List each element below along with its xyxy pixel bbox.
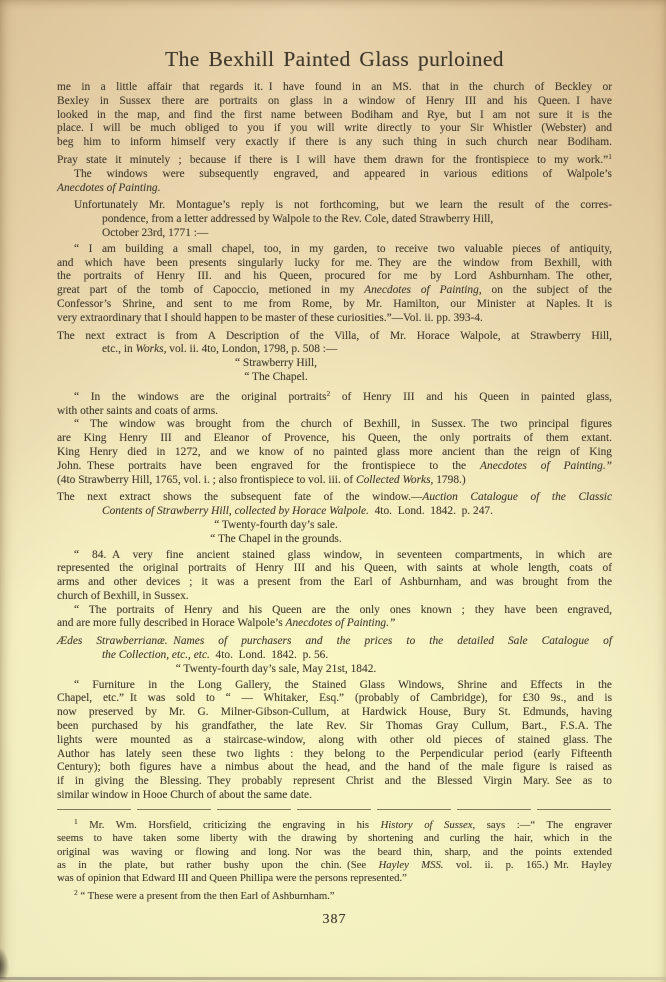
text-line xyxy=(57,761,612,775)
text-segment: “ The Chapel in the grounds. xyxy=(210,532,342,545)
text-line xyxy=(57,734,612,748)
text-segment: “ These were a present from the then Earl of Ashburnham.” xyxy=(77,889,335,902)
text-segment: church of Bexhill, in Sussex. xyxy=(57,589,189,602)
text-segment: (4to Strawberry Hill, 1765, vol. i. ; also frontispiece to vol. iii. of xyxy=(57,473,356,486)
text-segment: of Henry III and his Queen in painted glass, xyxy=(330,390,612,403)
text-segment: “ Twenty-fourth day’s sale, May 21st, 1842. xyxy=(175,662,377,675)
text-segment: Anecdotes of Painting. xyxy=(57,181,161,194)
text-line xyxy=(57,405,612,419)
text-segment: Anecdotes of Painting.” xyxy=(285,617,396,630)
text-segment: as in the plate, but rather bushy upon the chin. (See xyxy=(57,859,379,872)
text-segment: The next extract is from A Description of the Villa, of Mr. Horace Walpole, at Strawberry Hill, xyxy=(57,329,612,342)
text-segment: beg him to inform himself very exactly if there is any such thing in such church near Bodiham. xyxy=(57,136,612,149)
text-line xyxy=(57,168,612,182)
text-segment: very extraordinary that I should happen to be master of these curiosities.”—Vol. ii. pp. 393-4. xyxy=(57,311,483,324)
text-line xyxy=(57,446,612,460)
text-segment: original was waving or flowing and long. Nor was the beard thin, sharp, and the points extended xyxy=(57,845,612,858)
text-segment: , says :—“ The engraver xyxy=(472,818,612,831)
text-segment: Hayley MSS. xyxy=(378,859,444,872)
text-line xyxy=(57,95,612,109)
text-segment: seems to have taken some liberty with the drawing by shortening and curling the hair, which in the xyxy=(57,832,612,845)
page-number: 387 xyxy=(322,912,347,928)
text-segment: was of opinion that Edward III and Queen Phillipa were the persons represented.” xyxy=(57,872,407,885)
text-segment: , 1798.) xyxy=(430,473,466,486)
text-segment: “ Strawberry Hill, xyxy=(235,357,317,370)
text-segment: , on the subject of the xyxy=(478,284,612,297)
text-line xyxy=(57,872,612,885)
text-line xyxy=(57,150,612,168)
text-segment: ., and is xyxy=(560,692,613,705)
text-segment: 1 xyxy=(74,816,78,826)
text-line xyxy=(57,886,612,903)
text-line xyxy=(57,257,612,271)
text-segment: been purchased by his grandfather, the late Rev. Sir Thomas Gray Cullum, Bart., F.S.A. The xyxy=(57,720,612,733)
text-segment: Chapel, etc.” It was sold to “ — Whitaker, Esq.” (probably of Cambridge), for £30 9 xyxy=(57,692,557,705)
text-line xyxy=(57,679,612,693)
text-line xyxy=(57,243,612,257)
text-line xyxy=(57,227,612,241)
text-segment: and which have been presents singularly lucky for me. They are the window from Bexhill, with xyxy=(57,256,612,269)
text-line xyxy=(57,270,612,284)
text-segment: are King Henry III and Eleanor of Provence, his Queen, the only portraits of them extant. xyxy=(57,432,612,445)
text-line xyxy=(57,81,612,95)
text-segment: John. These portraits have been engraved for the frontispiece to the xyxy=(57,459,481,472)
text-line xyxy=(57,859,612,872)
text-segment: 4to. Lond. 1842. p. 247. xyxy=(368,505,493,518)
text-segment: Ædes Strawberrianæ. Names of purchasers and the prices to the detailed Sale Catalogue of xyxy=(57,635,612,648)
text-segment: with other saints and coats of arms. xyxy=(57,404,219,417)
text-line xyxy=(57,182,612,196)
text-segment: Century); both figures have a nimbus about the head, and the hand of the male figure is raised as xyxy=(57,761,612,774)
text-line xyxy=(57,371,612,385)
footnotes xyxy=(57,815,612,903)
text-line xyxy=(57,474,612,488)
text-segment: History of Sussex xyxy=(380,818,473,831)
text-segment: similar window in Hooe Church of about the same date. xyxy=(57,789,312,802)
text-line xyxy=(57,576,612,590)
text-segment: Confessor’s Shrine, and sent to me from Rome, by Mr. Hamilton, our Minister at Naples. It is xyxy=(57,297,612,310)
text-segment: Unfortunately Mr. Montague’s reply is not forthcoming, but we learn the result of the corres- xyxy=(74,199,612,212)
text-line xyxy=(57,846,612,859)
text-line xyxy=(57,663,612,677)
text-segment: place. I will be much obliged to you if you will write directly to your Sir Whistler (Webster) and xyxy=(57,122,612,135)
text-segment: Pray state it minutely ; because if there is I will have them drawn for the frontispiece to my work.” xyxy=(57,153,609,166)
text-segment: pondence, from a letter addressed by Walpole to the Rev. Cole, dated Strawberry Hill, xyxy=(102,213,494,226)
text-segment: “ The window was brought from the church of Bexhill, in Sussex. The two principal figures xyxy=(74,418,612,431)
text-line xyxy=(57,122,612,136)
text-segment: “ 84. A very fine ancient stained glass window, in seventeen compartments, in which are xyxy=(74,548,612,561)
text-line xyxy=(57,284,612,298)
text-segment: etc., in xyxy=(102,343,136,356)
text-line xyxy=(57,136,612,150)
text-segment: if in giving the Blessing. They probably represent Christ and the Blessed Virgin Mary. See as to xyxy=(57,775,612,788)
text-segment: 1 xyxy=(608,151,612,161)
text-line xyxy=(57,720,612,734)
text-line xyxy=(57,213,612,227)
text-segment: “ In the windows are the original portraits xyxy=(74,390,327,403)
text-line xyxy=(57,692,612,706)
text-line xyxy=(57,298,612,312)
text-segment: “ The Chapel. xyxy=(244,370,308,383)
text-line xyxy=(57,519,612,533)
text-segment: the Collection, etc., etc. xyxy=(102,649,210,662)
text-line xyxy=(57,590,612,604)
text-line xyxy=(57,649,612,663)
text-segment: lights were mounted as a staircase-window, along with other old pieces of stained glass. The xyxy=(57,733,612,746)
text-segment: “ I am building a small chapel, too, in my garden, to receive two valuable pieces of antiquity, xyxy=(74,242,612,255)
text-line xyxy=(57,491,612,505)
text-line xyxy=(57,387,612,405)
text-segment: Anecdotes of Painting.” xyxy=(480,459,612,472)
text-segment: The next extract shows the subsequent fate of the window.— xyxy=(57,491,423,504)
text-segment: great part of the tomb of Capoccio, metioned in my xyxy=(57,284,365,297)
text-segment: Contents of Strawberry Hill, collected by Horace Walpole. xyxy=(102,505,369,518)
text-line xyxy=(57,832,612,845)
text-segment: now preserved by Mr. G. Milner-Gibson-Cullum, at Hardwick House, Bury St. Edmunds, having xyxy=(57,706,612,719)
footnote-separator xyxy=(57,809,612,810)
text-block xyxy=(57,46,612,928)
main-text xyxy=(57,81,612,803)
text-line xyxy=(57,432,612,446)
text-line xyxy=(57,748,612,762)
text-line xyxy=(57,635,612,649)
text-line xyxy=(57,533,612,547)
text-segment: “ Furniture in the Long Gallery, the Stained Glass Windows, Shrine and Effects in the xyxy=(74,678,612,691)
corner-smudge xyxy=(0,947,9,979)
text-line xyxy=(57,418,612,432)
text-line xyxy=(57,789,612,803)
text-line xyxy=(57,706,612,720)
text-line xyxy=(57,549,612,563)
text-segment: 2 xyxy=(74,887,78,897)
text-segment: Author has lately seen these two lights : they belong to the Perpendicular period (early Fifteenth xyxy=(57,747,612,760)
text-line xyxy=(57,199,612,213)
text-segment: 2 xyxy=(326,388,331,398)
text-line xyxy=(57,109,612,123)
text-segment: Anecdotes of Painting xyxy=(364,284,479,297)
text-segment: , vol. ii. 4to, London, 1798, p. 508 :— xyxy=(163,343,338,356)
text-line xyxy=(57,617,612,631)
text-line xyxy=(57,330,612,344)
text-line xyxy=(57,775,612,789)
text-segment: Auction Catalogue of the Classic xyxy=(422,491,612,504)
page-bottom-edge-shadow xyxy=(0,977,666,980)
text-line xyxy=(57,343,612,357)
text-segment: Works xyxy=(135,343,164,356)
text-segment: me in a little affair that regards it. I have found in an MS. that in the church of Beckley or xyxy=(57,81,612,93)
text-segment: “ Twenty-fourth day’s sale. xyxy=(214,518,338,531)
text-segment: s xyxy=(556,692,561,705)
text-line xyxy=(57,604,612,618)
text-segment: arms and other devices ; it was a present from the Earl of Ashburnham, and was brought from the xyxy=(57,576,612,589)
text-segment: Collected Works xyxy=(355,473,431,486)
text-line xyxy=(57,357,612,371)
text-segment: “ The portraits of Henry and his Queen are the only ones known ; they have been engraved, xyxy=(74,603,612,616)
text-line xyxy=(57,815,612,832)
page-title: The Bexhill Painted Glass purloined xyxy=(165,47,504,71)
text-segment: 4to. Lond. 1842. p. 56. xyxy=(209,649,329,662)
text-segment: The windows were subsequently engraved, and appeared in various editions of Walpole’s xyxy=(74,167,612,180)
text-segment: Mr. Wm. Horsfield, criticizing the engraving in his xyxy=(77,818,381,831)
text-line xyxy=(57,562,612,576)
text-segment: October 23rd, 1771 :— xyxy=(102,226,209,239)
text-segment: represented the original portraits of Henry III and his Queen, with saints at whole length, coats of xyxy=(57,562,612,575)
text-segment: and are more fully described in Horace Walpole’s xyxy=(57,617,286,630)
text-segment: vol. ii. p. 165.) Mr. Hayley xyxy=(443,859,612,872)
text-line xyxy=(57,460,612,474)
text-segment: Bexley in Sussex there are portraits on glass in a window of Henry III and his Queen. I have xyxy=(57,94,612,107)
text-line xyxy=(57,505,612,519)
text-segment: King Henry died in 1272, and we know of no painted glass more ancient than the reign of King xyxy=(57,445,612,458)
text-segment: the portraits of Henry III. and his Queen, procured for me by Lord Ashburnham. The other, xyxy=(57,270,612,283)
text-segment: looked in the map, and find the first name between Bodiham and Rye, but I am not sure it is the xyxy=(57,108,612,121)
text-line xyxy=(57,312,612,326)
